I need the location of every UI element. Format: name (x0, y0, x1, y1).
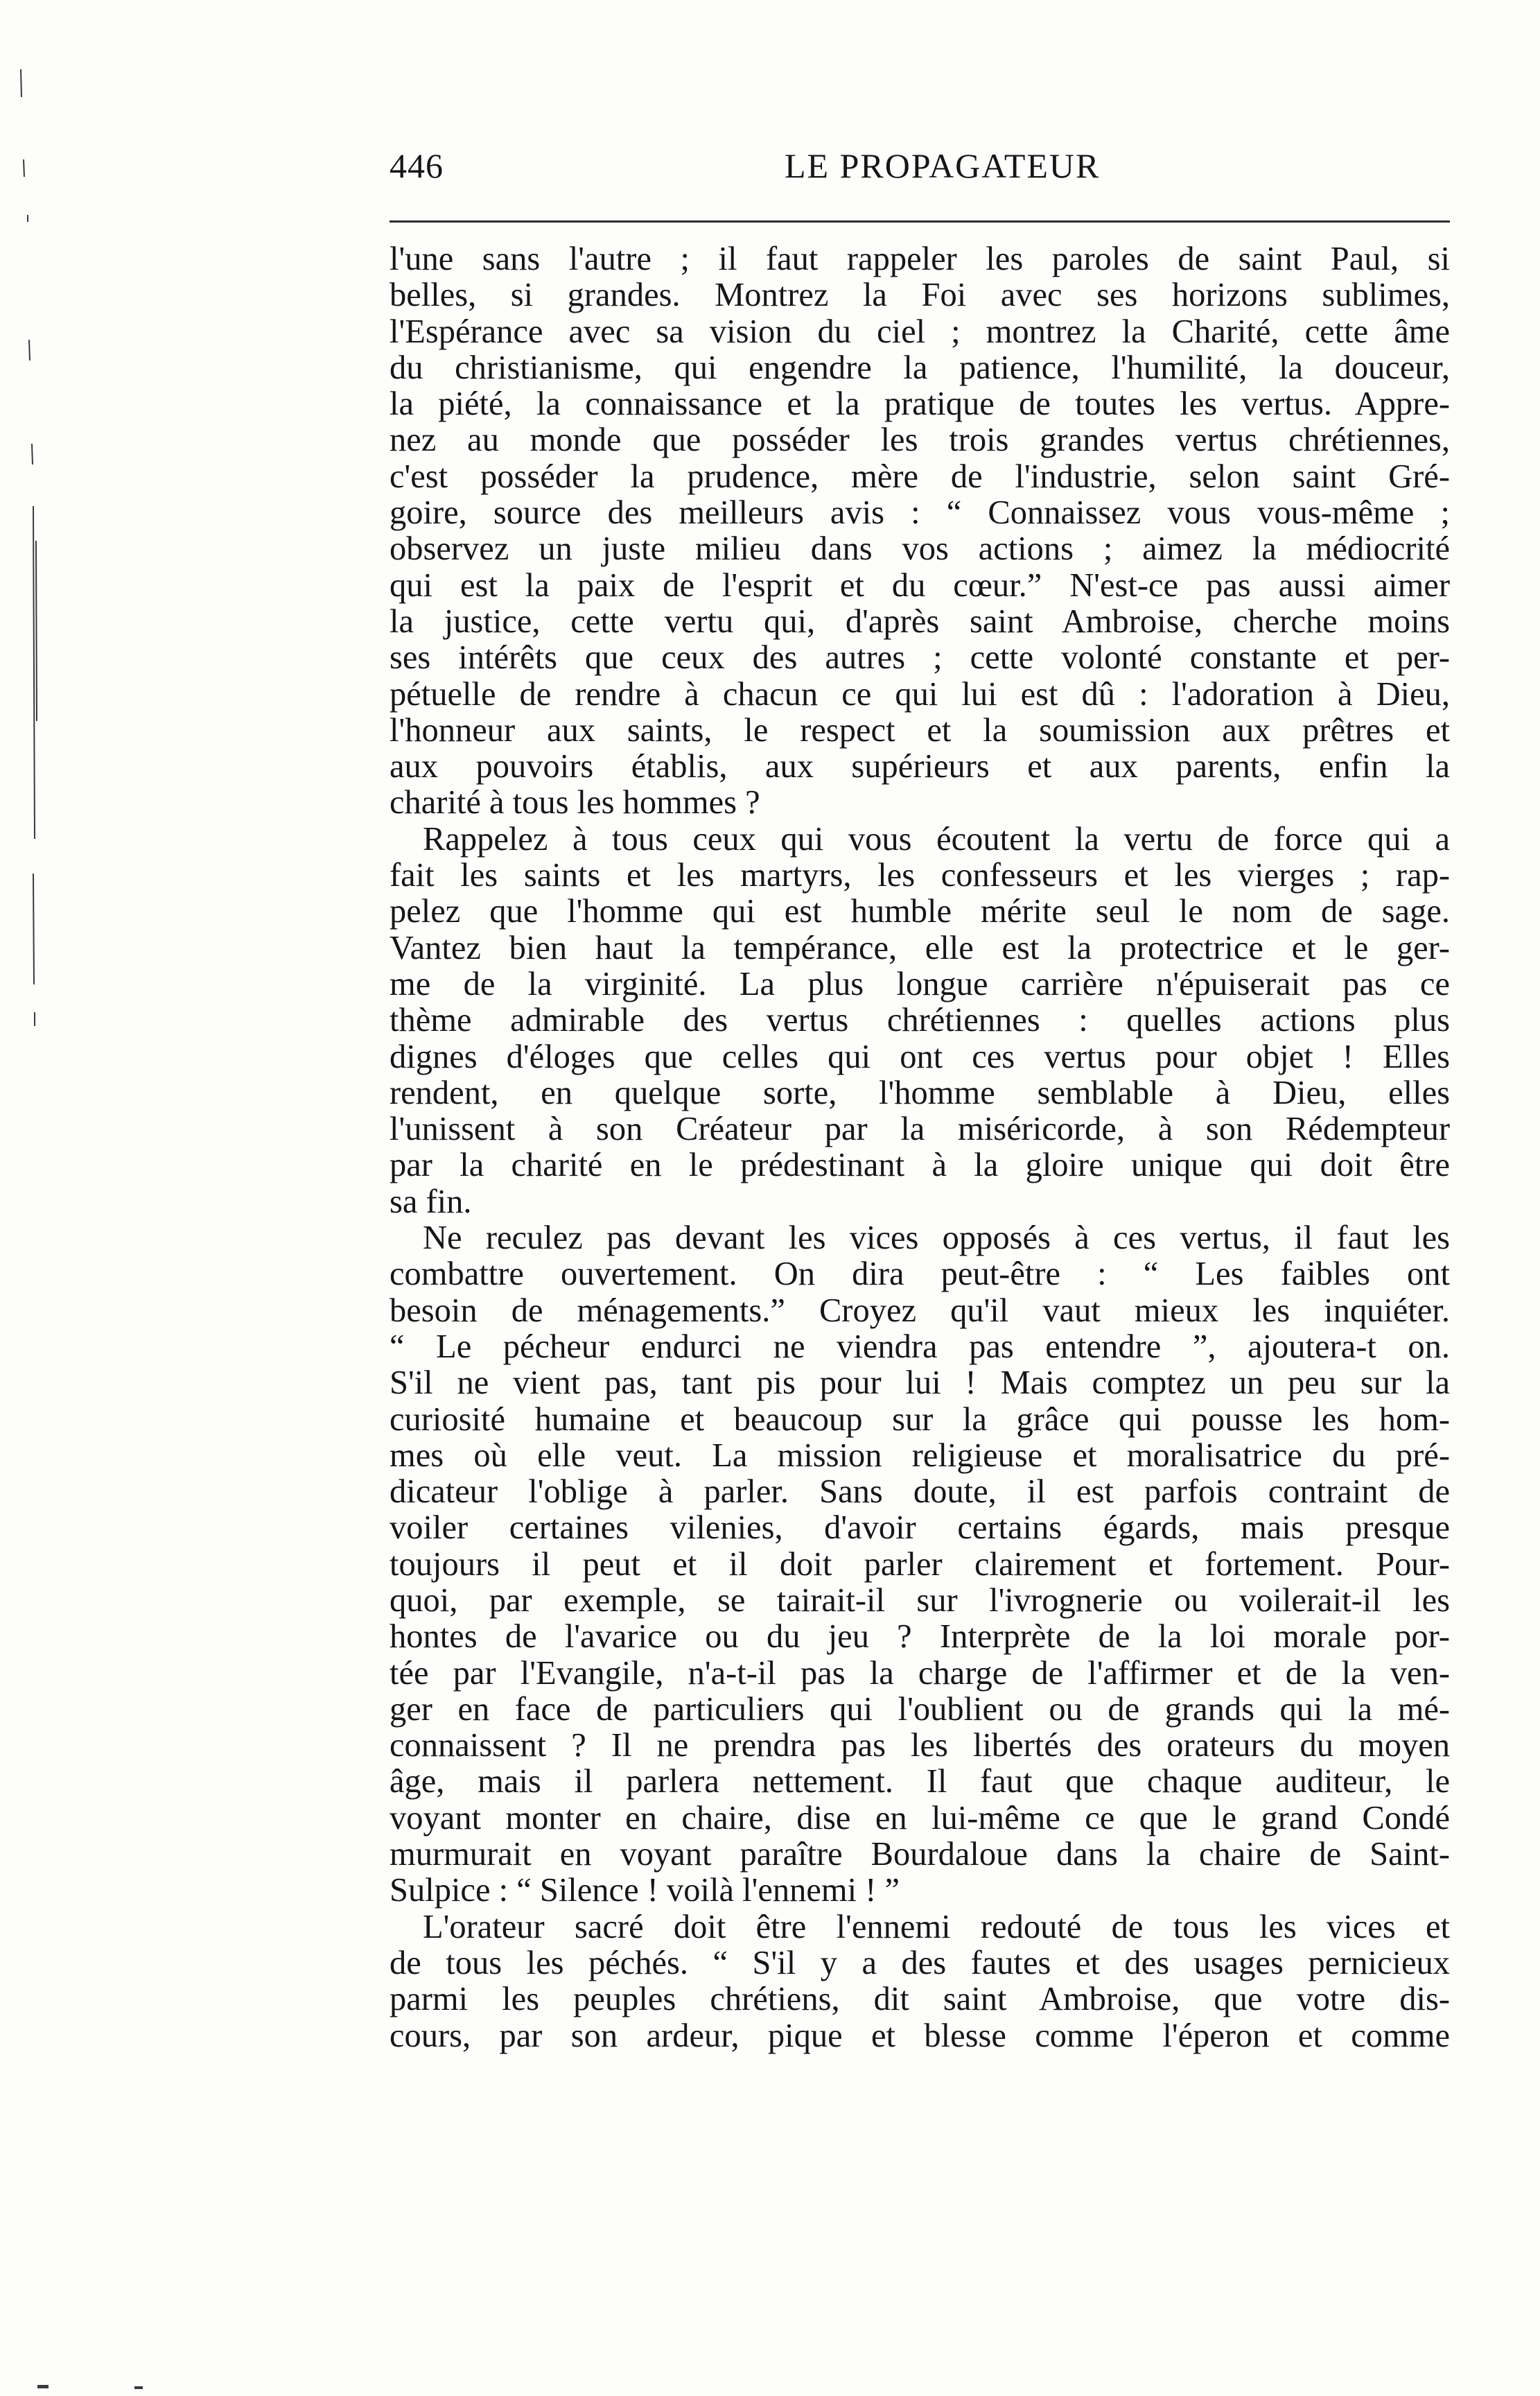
text-line: belles, si grandes. Montrez la Foi avec ses horizons sublimes, (390, 277, 1450, 314)
text-line: hontes de l'avarice ou du jeu ? Interprète de la loi morale por- (390, 1618, 1450, 1656)
text-line: charité à tous les hommes ? (390, 784, 760, 822)
text-line: l'honneur aux saints, le respect et la soumission aux prêtres et (390, 711, 1450, 749)
text-line: ger en face de particuliers qui l'oublient ou de grands qui la mé- (390, 1690, 1450, 1728)
text-line: besoin de ménagements.” Croyez qu'il vaut mieux les inquiéter. (390, 1292, 1450, 1329)
text-line: la justice, cette vertu qui, d'après saint Ambroise, cherche moins (390, 602, 1450, 640)
text-line: cours, par son ardeur, pique et blesse comme l'éperon et comme (390, 2017, 1450, 2054)
text-line: combattre ouvertement. On dira peut-être : “ Les faibles ont (390, 1256, 1450, 1293)
header-rule (390, 220, 1450, 223)
text-line: aux pouvoirs établis, aux supérieurs et aux parents, enfin la (390, 748, 1450, 785)
text-line: du christianisme, qui engendre la patience, l'humilité, la douceur, (390, 349, 1450, 386)
text-line: dicateur l'oblige à parler. Sans doute, il est parfois contraint de (390, 1473, 1450, 1511)
text-line: de tous les péchés. “ S'il y a des fautes et des usages pernicieux (390, 1944, 1450, 1981)
text-line: tée par l'Evangile, n'a-t-il pas la charge de l'affirmer et de la ven- (390, 1654, 1450, 1692)
text-line: curiosité humaine et beaucoup sur la grâce qui pousse les hom- (390, 1400, 1450, 1438)
text-line: c'est posséder la prudence, mère de l'industrie, selon saint Gré- (390, 458, 1450, 495)
text-line: rendent, en quelque sorte, l'homme semblable à Dieu, elles (390, 1074, 1450, 1111)
margin-binding-marks (15, 55, 50, 1061)
text-line: l'Espérance avec sa vision du ciel ; montrez la Charité, cette âme (390, 313, 1450, 350)
text-line: qui est la paix de l'esprit et du cœur.” N'est-ce pas aussi aimer (390, 566, 1450, 604)
text-line: nez au monde que posséder les trois grandes vertus chrétiennes, (390, 422, 1450, 459)
text-line: L'orateur sacré doit être l'ennemi redouté de tous les vices et (423, 1908, 1450, 1945)
text-line: Vantez bien haut la tempérance, elle est la protectrice et le ger- (390, 929, 1450, 966)
running-title: LE PROPAGATEUR (785, 146, 1101, 185)
bottom-edge-marks (30, 2378, 169, 2396)
text-line: observez un juste milieu dans vos actions ; aimez la médiocrité (390, 530, 1450, 568)
text-line: goire, source des meilleurs avis : “ Connaissez vous vous-même ; (390, 494, 1450, 532)
text-line: pétuelle de rendre à chacun ce qui lui est dû : l'adoration à Dieu, (390, 675, 1450, 713)
text-line: S'il ne vient pas, tant pis pour lui ! Mais comptez un peu sur la (390, 1364, 1450, 1402)
text-line: fait les saints et les martyrs, les confesseurs et les vierges ; rap- (390, 857, 1450, 894)
text-line: pelez que l'homme qui est humble mérite seul le nom de sage. (390, 893, 1450, 930)
page-header (390, 146, 1450, 194)
text-line: Ne reculez pas devant les vices opposés à ces vertus, il faut les (423, 1219, 1450, 1257)
text-line: dignes d'éloges que celles qui ont ces vertus pour objet ! Elles (390, 1038, 1450, 1075)
text-line: parmi les peuples chrétiens, dit saint Ambroise, que votre dis- (390, 1981, 1450, 2018)
text-line: la piété, la connaissance et la pratique de toutes les vertus. Appre- (390, 385, 1450, 423)
body-text (390, 241, 1450, 2054)
text-line: murmurait en voyant paraître Bourdaloue dans la chaire de Saint- (390, 1836, 1450, 1873)
text-line: voyant monter en chaire, dise en lui-même ce que le grand Condé (390, 1799, 1450, 1837)
text-line: âge, mais il parlera nettement. Il faut que chaque auditeur, le (390, 1763, 1450, 1800)
text-line: “ Le pécheur endurci ne viendra pas entendre ”, ajoutera-t on. (390, 1328, 1450, 1365)
text-line: Rappelez à tous ceux qui vous écoutent la vertu de force qui a (423, 820, 1450, 858)
text-line: mes où elle veut. La mission religieuse et moralisatrice du pré- (390, 1436, 1450, 1474)
page-number: 446 (390, 146, 444, 185)
text-line: quoi, par exemple, se tairait-il sur l'ivrognerie ou voilerait-il les (390, 1581, 1450, 1619)
text-line: l'une sans l'autre ; il faut rappeler les paroles de saint Paul, si (390, 241, 1450, 277)
text-line: ses intérêts que ceux des autres ; cette volonté constante et per- (390, 639, 1450, 677)
text-line: thème admirable des vertus chrétiennes : quelles actions plus (390, 1002, 1450, 1039)
text-line: me de la virginité. La plus longue carrière n'épuiserait pas ce (390, 965, 1450, 1002)
text-line: voiler certaines vilenies, d'avoir certains égards, mais presque (390, 1509, 1450, 1547)
text-line: connaissent ? Il ne prendra pas les libertés des orateurs du moyen (390, 1727, 1450, 1764)
text-line: toujours il peut et il doit parler clairement et fortement. Pour- (390, 1545, 1450, 1583)
text-line: l'unissent à son Créateur par la miséricorde, à son Rédempteur (390, 1111, 1450, 1148)
text-line: sa fin. (390, 1183, 472, 1220)
text-line: Sulpice : “ Silence ! voilà l'ennemi ! ” (390, 1872, 900, 1909)
text-line: par la charité en le prédestinant à la gloire unique qui doit être (390, 1147, 1450, 1184)
